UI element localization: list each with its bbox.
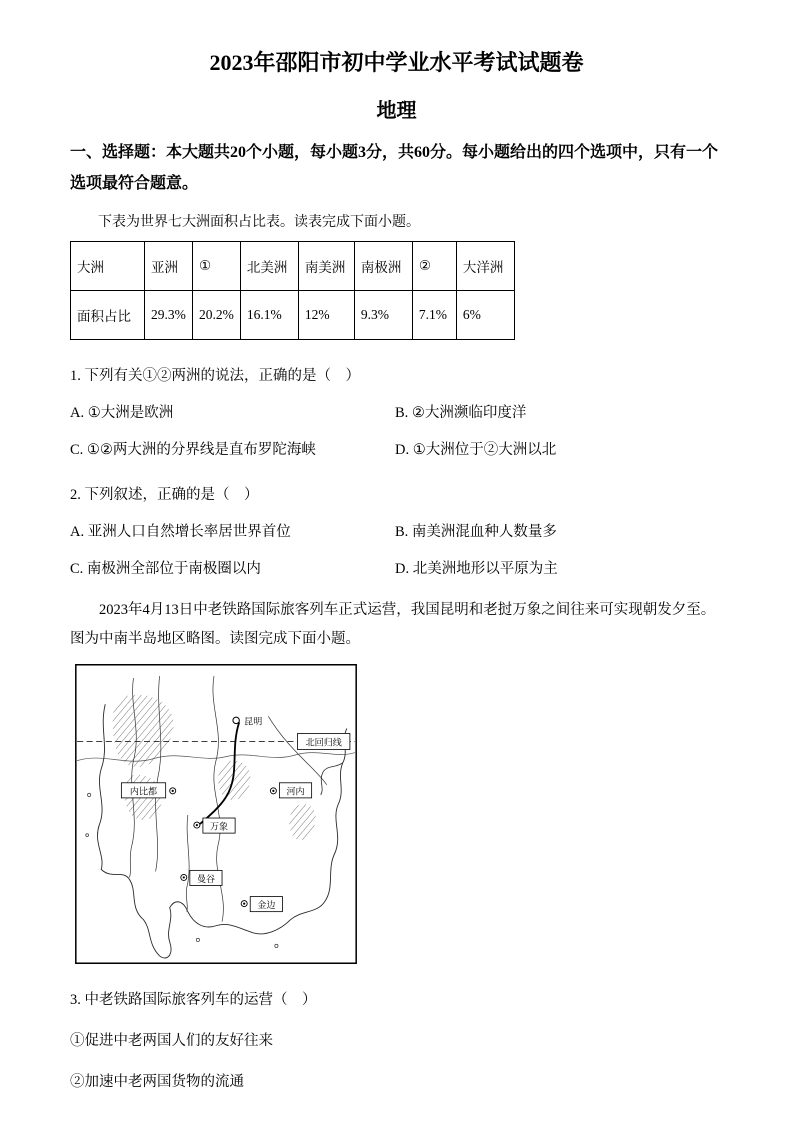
reading-passage: 2023年4月13日中老铁路国际旅客列车正式运营，我国昆明和老挝万象之间往来可实现朝发夕至。图为中南半岛地区略图。读图完成下面小题。 bbox=[70, 602, 716, 648]
table-header-row bbox=[71, 242, 515, 291]
question-2-options bbox=[70, 504, 723, 578]
table-cell: 大洋洲 bbox=[456, 242, 514, 291]
mountain-hatch bbox=[289, 804, 316, 840]
option-d: D. 北美洲地形以平原为主 bbox=[395, 561, 558, 578]
question-2-stem: 2. 下列叙述，正确的是（ ） bbox=[70, 487, 259, 504]
subject-title: 地理 bbox=[376, 99, 417, 122]
option-c: C. 南极洲全部位于南极圈以内 bbox=[70, 561, 261, 578]
river bbox=[268, 716, 326, 784]
option-2: ②加速中老两国货物的流通 bbox=[70, 1074, 244, 1091]
table-cell: 南美洲 bbox=[298, 242, 354, 291]
table-data-row bbox=[71, 291, 515, 340]
island bbox=[88, 793, 91, 796]
island bbox=[86, 834, 89, 837]
table-cell: 7.1% bbox=[412, 291, 456, 340]
option-1: ①促进中老两国人们的友好往来 bbox=[70, 1033, 273, 1050]
option-d: D. ①大洲位于②大洲以北 bbox=[395, 442, 557, 459]
table-intro: 下表为世界七大洲面积占比表。读表完成下面小题。 bbox=[98, 215, 420, 231]
kunming-marker bbox=[233, 717, 239, 723]
question-3 bbox=[70, 988, 723, 1091]
section-heading: 一、选择题：本大题共20个小题，每小题3分，共60分。每小题给出的四个选项中，只有一个选项最符合题意。 bbox=[70, 143, 719, 192]
option-c: C. ①②两大洲的分界线是直布罗陀海峡 bbox=[70, 442, 316, 459]
table-cell: 20.2% bbox=[193, 291, 241, 340]
river bbox=[186, 815, 189, 912]
table-cell: 16.1% bbox=[240, 291, 298, 340]
question-1-stem: 1. 下列有关①②两洲的说法，正确的是（ ） bbox=[70, 368, 360, 385]
page-title: 2023年邵阳市初中学业水平考试试题卷 bbox=[209, 50, 584, 75]
question-3-options bbox=[70, 1029, 723, 1091]
option-a: A. ①大洲是欧洲 bbox=[70, 405, 174, 422]
question-1 bbox=[70, 364, 723, 459]
indochina-map bbox=[75, 664, 357, 964]
phnom-penh-marker-dot bbox=[243, 903, 245, 905]
map-label-hanoi: 河内 bbox=[286, 786, 305, 797]
option-b: B. 南美洲混血种人数量多 bbox=[395, 524, 557, 541]
table-cell: 亚洲 bbox=[145, 242, 193, 291]
map-label-kunming: 昆明 bbox=[244, 716, 263, 727]
table-cell: 面积占比 bbox=[71, 291, 145, 340]
table-cell: 29.3% bbox=[145, 291, 193, 340]
continent-area-table bbox=[70, 241, 515, 340]
map-label-tropic: 北回归线 bbox=[305, 737, 342, 748]
table-cell: ② bbox=[412, 242, 456, 291]
map-label-phnom-penh: 金边 bbox=[257, 900, 276, 911]
vientiane-marker-dot bbox=[196, 824, 198, 826]
naypyidaw-marker-dot bbox=[172, 790, 174, 792]
table-cell: ① bbox=[193, 242, 241, 291]
table-cell: 12% bbox=[298, 291, 354, 340]
table-cell: 9.3% bbox=[354, 291, 412, 340]
island bbox=[196, 938, 199, 941]
hanoi-marker-dot bbox=[272, 790, 274, 792]
question-2 bbox=[70, 483, 723, 578]
map-label-bangkok: 曼谷 bbox=[196, 874, 215, 885]
question-3-stem: 3. 中老铁路国际旅客列车的运营（ ） bbox=[70, 992, 317, 1009]
question-1-options bbox=[70, 385, 723, 459]
gulf-of-tonkin-coast bbox=[321, 763, 343, 795]
table-cell: 北美洲 bbox=[240, 242, 298, 291]
option-a: A. 亚洲人口自然增长率居世界首位 bbox=[70, 524, 291, 541]
table-cell: 6% bbox=[456, 291, 514, 340]
map-label-vientiane: 万象 bbox=[209, 821, 229, 832]
island bbox=[275, 944, 278, 947]
option-b: B. ②大洲濒临印度洋 bbox=[395, 405, 527, 422]
table-cell: 大洲 bbox=[71, 242, 145, 291]
table-cell: 南极洲 bbox=[354, 242, 412, 291]
map-label-naypyidaw: 内比都 bbox=[129, 786, 158, 797]
bangkok-marker-dot bbox=[183, 876, 185, 878]
